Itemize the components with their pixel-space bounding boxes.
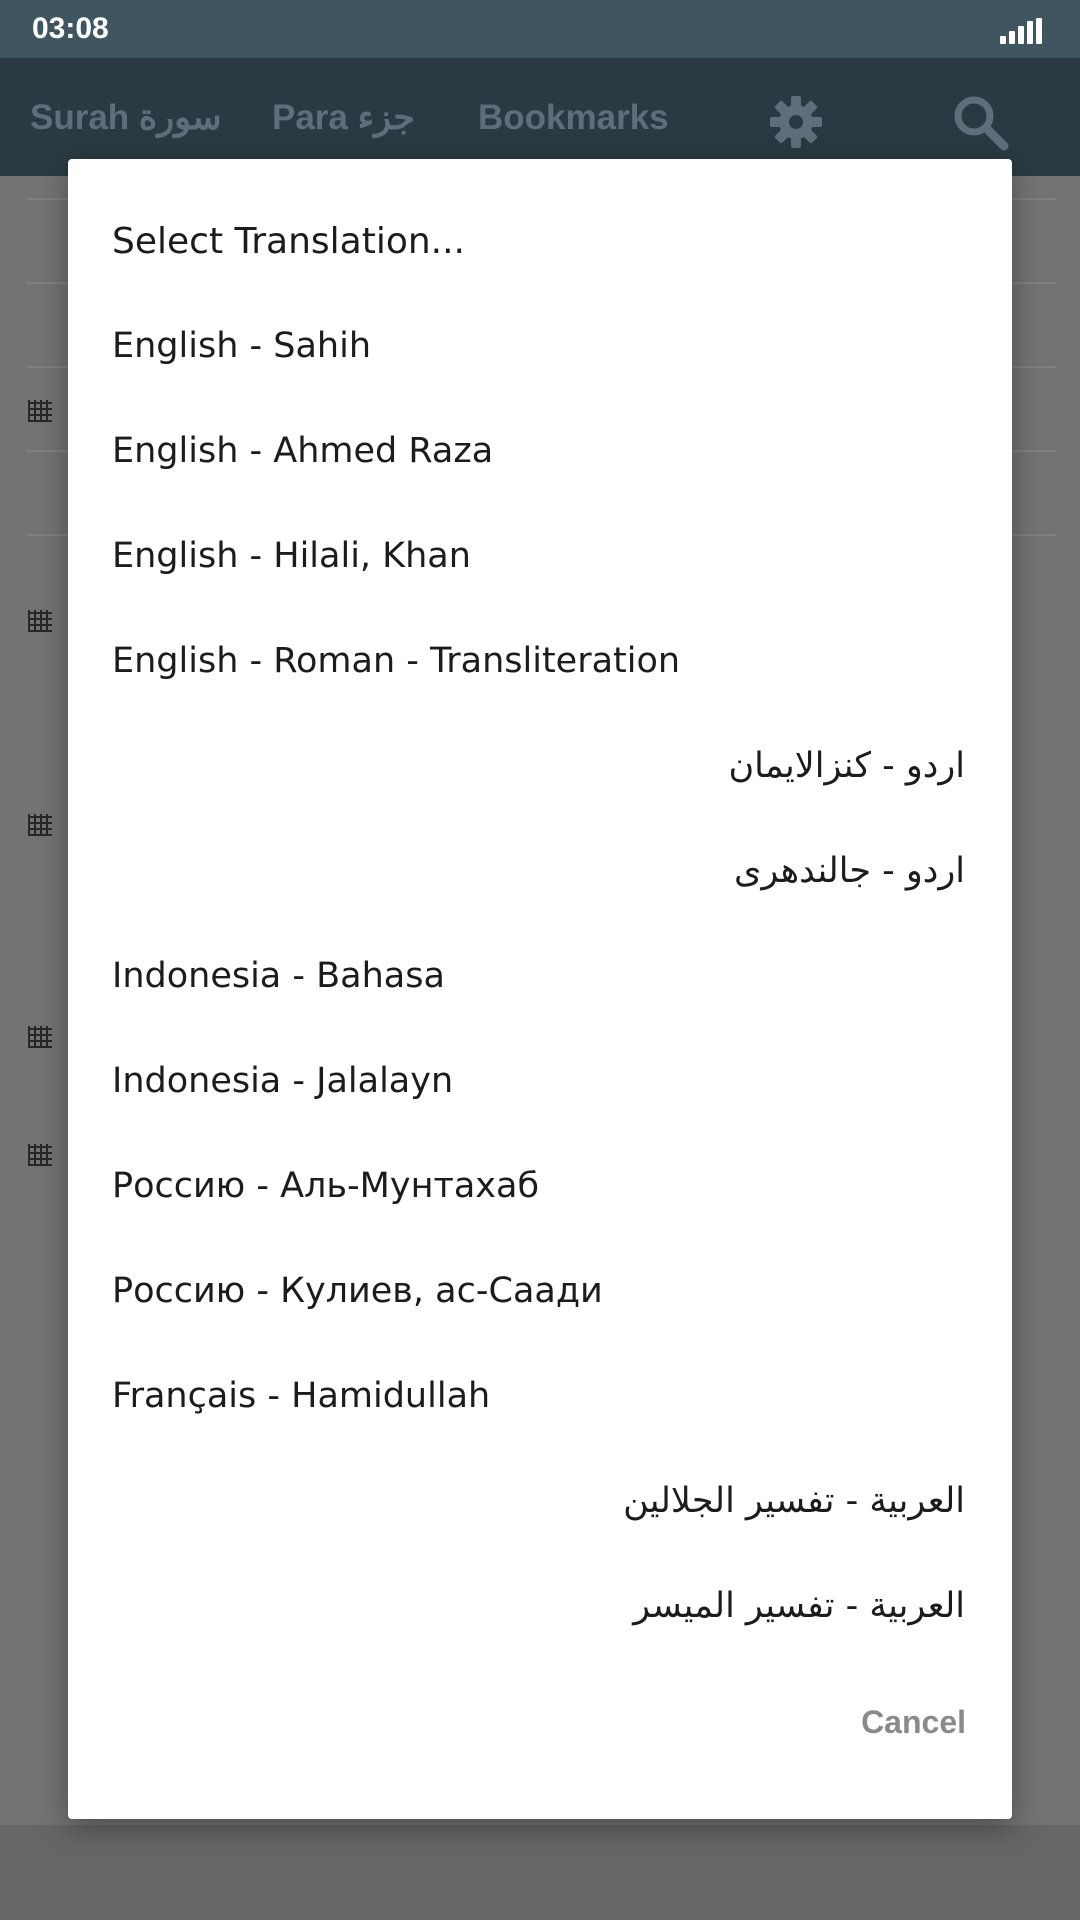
option-english-hilali-khan[interactable]: English - Hilali, Khan xyxy=(112,536,471,576)
option-french-hamidullah[interactable]: Français - Hamidullah xyxy=(112,1376,491,1416)
option-indonesia-jalalayn[interactable]: Indonesia - Jalalayn xyxy=(112,1061,454,1101)
option-arabic-muyassar[interactable]: العربية - تفسير الميسر xyxy=(633,1586,965,1626)
cancel-button[interactable]: Cancel xyxy=(861,1704,966,1740)
option-english-ahmed-raza[interactable]: English - Ahmed Raza xyxy=(112,431,494,471)
select-translation-dialog xyxy=(68,159,1012,1819)
search-icon[interactable] xyxy=(950,92,1010,152)
option-urdu-jalandhari[interactable]: اردو - جالندھری xyxy=(733,851,965,891)
tab-surah[interactable]: Surah سورة xyxy=(30,98,222,137)
grid-icon xyxy=(28,814,52,836)
tab-bookmarks[interactable]: Bookmarks xyxy=(478,98,669,137)
tab-para[interactable]: Para جزء xyxy=(272,98,416,137)
option-english-sahih[interactable]: English - Sahih xyxy=(112,326,372,366)
gear-icon[interactable] xyxy=(766,92,826,152)
grid-icon xyxy=(28,1144,52,1166)
option-urdu-kanzul-iman[interactable]: اردو - کنزالایمان xyxy=(728,746,965,786)
option-arabic-jalalayn[interactable]: العربية - تفسير الجلالين xyxy=(623,1481,965,1521)
grid-icon xyxy=(28,1026,52,1048)
grid-icon xyxy=(28,400,52,422)
grid-icon xyxy=(28,610,52,632)
status-time: 03:08 xyxy=(32,12,109,45)
status-bar xyxy=(0,0,1080,58)
option-russian-muntakhab[interactable]: Россию - Аль-Мунтахаб xyxy=(112,1166,540,1206)
option-english-roman-transliteration[interactable]: English - Roman - Transliteration xyxy=(112,641,681,681)
option-indonesia-bahasa[interactable]: Indonesia - Bahasa xyxy=(112,956,445,996)
dialog-title: Select Translation... xyxy=(112,221,465,262)
signal-icon xyxy=(1000,18,1042,44)
option-russian-kuliev[interactable]: Россию - Кулиев, ас-Саади xyxy=(112,1271,603,1311)
bottom-strip xyxy=(0,1825,1080,1920)
